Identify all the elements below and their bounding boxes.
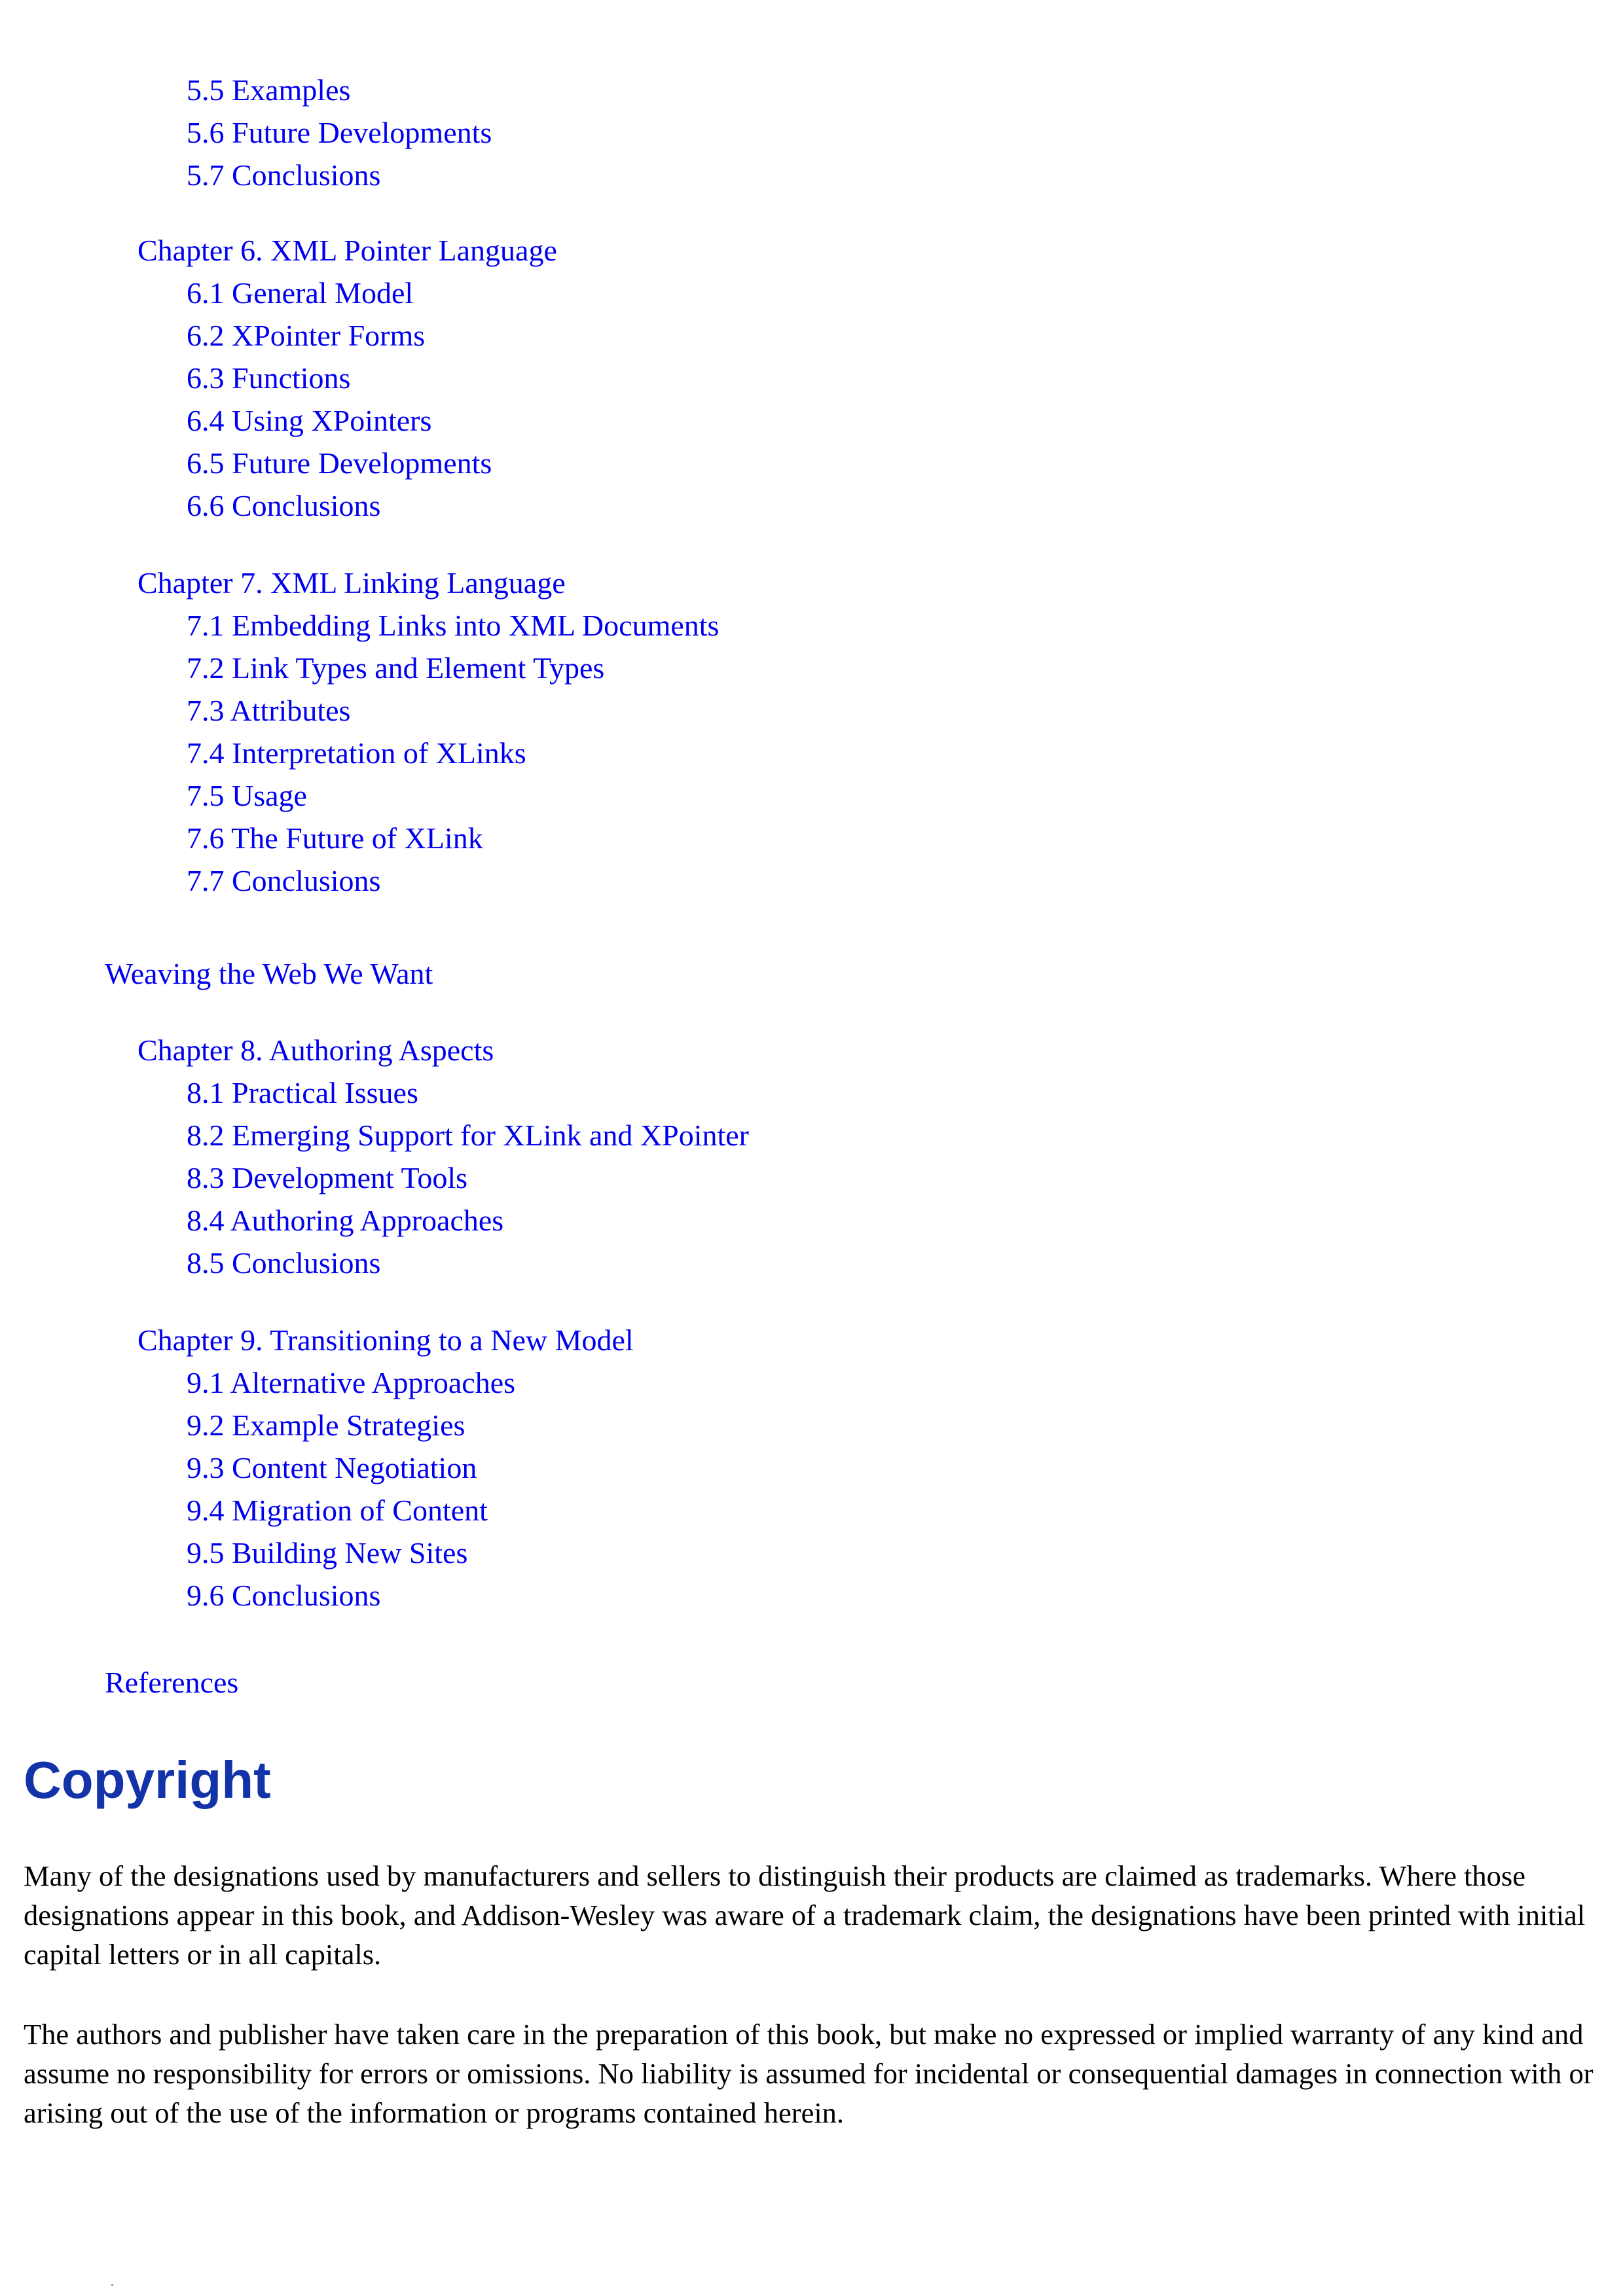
toc-link-chapter-6[interactable]: Chapter 6. XML Pointer Language	[137, 234, 557, 267]
toc-link-9-2[interactable]: 9.2 Example Strategies	[187, 1408, 465, 1442]
toc-link-8-3[interactable]: 8.3 Development Tools	[187, 1161, 468, 1194]
toc-link-7-3[interactable]: 7.3 Attributes	[187, 694, 351, 727]
toc-link-5-5[interactable]: 5.5 Examples	[187, 73, 351, 107]
copyright-paragraph-2: The authors and publisher have taken care in the preparation of this book, but make no expressed or implied warranty of any kind and assume no responsibility for errors or omissions. No liability is assumed for incidental or consequential damages in connection with or arising out of the use of the information or programs contained herein.	[24, 2018, 1594, 2129]
toc-link-7-1[interactable]: 7.1 Embedding Links into XML Documents	[187, 609, 720, 642]
toc-link-8-2[interactable]: 8.2 Emerging Support for XLink and XPointer	[187, 1119, 749, 1152]
chapter-8-group	[0, 1029, 1623, 1284]
toc-link-6-3[interactable]: 6.3 Functions	[187, 361, 351, 395]
toc-link-8-1[interactable]: 8.1 Practical Issues	[187, 1076, 418, 1109]
chapter-6-group	[0, 229, 1623, 527]
toc-link-8-4[interactable]: 8.4 Authoring Approaches	[187, 1204, 504, 1237]
toc-link-8-5[interactable]: 8.5 Conclusions	[187, 1246, 381, 1280]
references-group	[0, 1661, 1623, 1704]
copyright-paragraph-1: Many of the designations used by manufacturers and sellers to distinguish their products are claimed as trademarks. Where those designations appear in this book, and Addison-Wesley was aware of a trademark claim, the designations have been printed with initial capital letters or in all capitals.	[24, 1859, 1586, 1971]
toc-link-9-1[interactable]: 9.1 Alternative Approaches	[187, 1366, 516, 1399]
toc-link-5-7[interactable]: 5.7 Conclusions	[187, 158, 381, 192]
toc-link-9-6[interactable]: 9.6 Conclusions	[187, 1579, 381, 1612]
toc-link-9-5[interactable]: 9.5 Building New Sites	[187, 1536, 468, 1570]
toc-link-7-7[interactable]: 7.7 Conclusions	[187, 864, 381, 897]
toc-link-6-1[interactable]: 6.1 General Model	[187, 276, 414, 310]
toc-link-7-6[interactable]: 7.6 The Future of XLink	[187, 821, 483, 855]
toc-link-part-weaving[interactable]: Weaving the Web We Want	[105, 957, 433, 990]
toc-link-chapter-7[interactable]: Chapter 7. XML Linking Language	[137, 566, 566, 600]
toc-link-7-4[interactable]: 7.4 Interpretation of XLinks	[187, 736, 526, 770]
chapter-5-sections	[0, 69, 1623, 196]
toc-link-chapter-9[interactable]: Chapter 9. Transitioning to a New Model	[137, 1323, 634, 1357]
chapter-9-group	[0, 1319, 1623, 1617]
chapter-7-group	[0, 562, 1623, 902]
toc-link-7-2[interactable]: 7.2 Link Types and Element Types	[187, 651, 605, 685]
toc-link-6-5[interactable]: 6.5 Future Developments	[187, 446, 492, 480]
part-group	[0, 952, 1623, 995]
toc-link-7-5[interactable]: 7.5 Usage	[187, 779, 307, 812]
toc-link-5-6[interactable]: 5.6 Future Developments	[187, 116, 492, 149]
toc-link-6-2[interactable]: 6.2 XPointer Forms	[187, 319, 426, 352]
toc-link-6-4[interactable]: 6.4 Using XPointers	[187, 404, 432, 437]
toc-link-references[interactable]: References	[105, 1666, 239, 1699]
page-speck	[111, 2284, 113, 2286]
toc-link-chapter-8[interactable]: Chapter 8. Authoring Aspects	[137, 1033, 494, 1067]
toc-link-9-3[interactable]: 9.3 Content Negotiation	[187, 1451, 477, 1484]
copyright-heading: Copyright	[24, 1751, 271, 1809]
toc-link-6-6[interactable]: 6.6 Conclusions	[187, 489, 381, 522]
toc-link-9-4[interactable]: 9.4 Migration of Content	[187, 1494, 488, 1527]
